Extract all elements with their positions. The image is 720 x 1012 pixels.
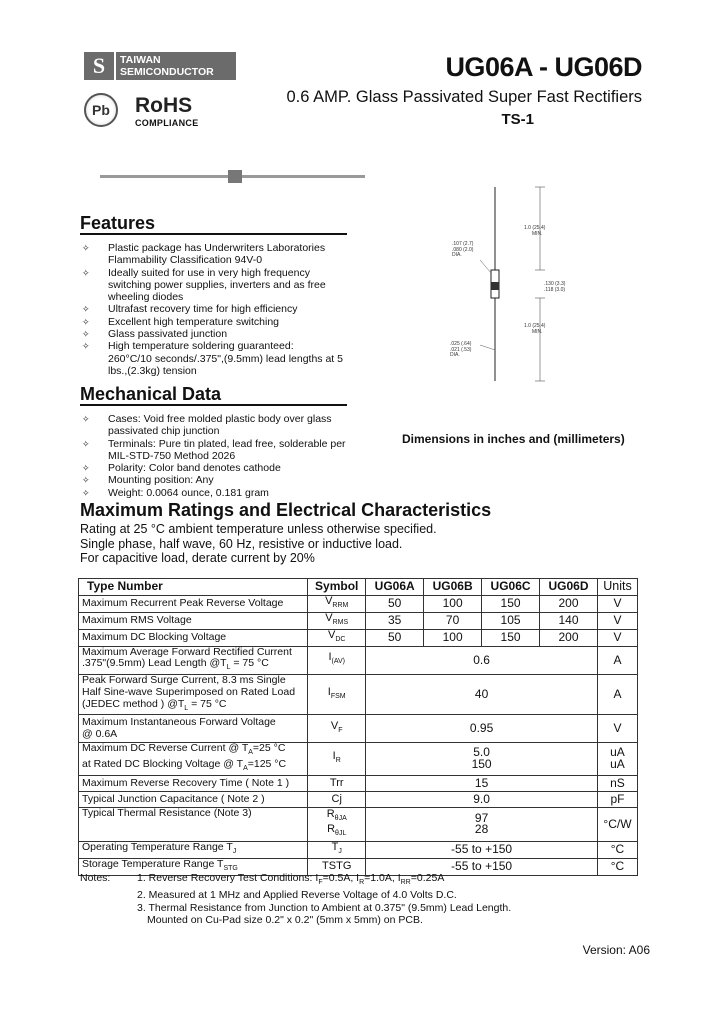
mechanical-heading: Mechanical Data bbox=[80, 384, 222, 404]
company-name-line1: TAIWAN bbox=[120, 54, 161, 66]
table-row: Maximum DC Reverse Current @ $T_A=25$ °C at Rated DC Blocking Voltage @ $T_A=125$ °C $I_R$ 5.0 150 uA uA bbox=[79, 743, 638, 776]
table-row: Maximum Recurrent Peak Reverse Voltage $V_{RRM}$ 50 100 150 200 V bbox=[79, 596, 638, 613]
table-row: Operating Temperature Range $T_J$ $T_J$ -55 to +150 °C bbox=[79, 841, 638, 858]
dim-lead-top: 1.0 (25.4) MIN. bbox=[524, 225, 546, 237]
list-item: ✧ Polarity: Color band denotes cathode bbox=[80, 462, 360, 474]
company-logo-mark: S bbox=[84, 52, 114, 80]
table-row: Peak Forward Surge Current, 8.3 ms Single Half Sine-wave Superimposed on Rated Load (JEDEC method ) $@T_L = 75$ °C $I_{FSM}$ 40 A bbox=[79, 675, 638, 715]
part-subtitle: 0.6 AMP. Glass Passivated Super Fast Rectifiers bbox=[286, 88, 642, 106]
features-heading: Features bbox=[80, 213, 156, 233]
list-item: ✧ Glass passivated junction bbox=[80, 328, 360, 340]
list-item: ✧ Cases: Void free molded plastic body over glass passivated chip junction bbox=[80, 413, 360, 438]
header-symbol: Symbol bbox=[308, 579, 366, 596]
table-row: Maximum Reverse Recovery Time ( Note 1 ) Trr 15 nS bbox=[79, 775, 638, 791]
note-2: 2. Measured at 1 MHz and Applied Reverse Voltage of 4.0 Volts D.C. bbox=[137, 889, 457, 902]
dim-lead-bottom: 1.0 (25.4) MIN. bbox=[524, 323, 546, 335]
dim-body-diameter: .107 (2.7) .080 (2.0) DIA. bbox=[452, 241, 474, 258]
note-1: 1. Reverse Recovery Test Conditions: $I_F=0.5A$, $I_R=1.0A$, $I_{RR}=0.25A$ bbox=[137, 872, 445, 887]
header-ug06d: UG06D bbox=[540, 579, 598, 596]
part-title: UG06A - UG06D bbox=[445, 52, 642, 82]
note-3-cont: Mounted on Cu-Pad size 0.2" x 0.2" (5mm x 5mm) on PCB. bbox=[147, 913, 423, 926]
ratings-table bbox=[78, 578, 638, 876]
notes bbox=[80, 872, 640, 932]
header-ug06b: UG06B bbox=[424, 579, 482, 596]
table-row: Typical Junction Capacitance ( Note 2 ) Cj 9.0 pF bbox=[79, 791, 638, 807]
dim-lead-diameter: .025 (.64) .021 (.53) DIA. bbox=[450, 341, 472, 358]
list-item: ✧ Ultrafast recovery time for high efficiency bbox=[80, 303, 360, 315]
table-row: Maximum Instantaneous Forward Voltage @ 0.6A $V_F$ 0.95 V bbox=[79, 715, 638, 743]
list-item: ✧ Mounting position: Any bbox=[80, 474, 360, 486]
dim-body-length: .130 (3.3) .118 (3.0) bbox=[544, 281, 566, 293]
ratings-conditions: Rating at 25 °C ambient temperature unless otherwise specified. Single phase, half wave, 60 Hz, resistive or inductive load. For capacitive load, derate current by 20% bbox=[80, 522, 437, 565]
mechanical-rule bbox=[80, 404, 347, 406]
pb-free-icon: Pb bbox=[84, 93, 118, 127]
list-item: ✧ Ideally suited for use in very high frequency switching power supplies, inverters and as free wheeling diodes bbox=[80, 267, 360, 304]
company-name bbox=[116, 52, 236, 80]
rohs-label: RoHS bbox=[135, 94, 193, 117]
table-row: Storage Temperature Range $T_{STG}$ TSTG -55 to +150 °C bbox=[79, 858, 638, 875]
ratings-heading: Maximum Ratings and Electrical Characteristics bbox=[80, 500, 492, 520]
header-units: Units bbox=[597, 579, 637, 596]
package-name: TS-1 bbox=[501, 111, 534, 128]
notes-label: Notes: bbox=[80, 872, 111, 884]
list-item: ✧ Excellent high temperature switching bbox=[80, 316, 360, 328]
company-name-line2: SEMICONDUCTOR bbox=[120, 66, 214, 78]
version-label: Version: A06 bbox=[582, 943, 650, 957]
table-row: Maximum Average Forward Rectified Current .375"(9.5mm) Lead Length $@T_L = 75$ °C $I_{(AV)}$ 0.6 A bbox=[79, 646, 638, 675]
note-3: 3. Thermal Resistance from Junction to Ambient at 0.375" (9.5mm) Lead Length. bbox=[137, 901, 512, 914]
table-row: Typical Thermal Resistance (Note 3) $R_{\theta JA}$ $R_{\theta JL}$ 97 28 °C/W bbox=[79, 807, 638, 841]
list-item: ✧ Weight: 0.0064 ounce, 0.181 gram bbox=[80, 487, 360, 499]
table-row: Maximum DC Blocking Voltage $V_{DC}$ 50 100 150 200 V bbox=[79, 629, 638, 646]
header-ug06c: UG06C bbox=[482, 579, 540, 596]
list-item: ✧ Terminals: Pure tin plated, lead free, solderable per MIL-STD-750 Method 2026 bbox=[80, 438, 360, 463]
features-rule bbox=[80, 233, 347, 235]
dimension-caption: Dimensions in inches and (millimeters) bbox=[402, 432, 625, 446]
header-type-number: Type Number bbox=[79, 579, 308, 596]
list-item: ✧ Plastic package has Underwriters Laboratories Flammability Classification 94V-0 bbox=[80, 242, 360, 267]
header-ug06a: UG06A bbox=[366, 579, 424, 596]
mechanical-list bbox=[80, 413, 360, 499]
table-row: Maximum RMS Voltage $V_{RMS}$ 35 70 105 140 V bbox=[79, 612, 638, 629]
list-item: ✧ High temperature soldering guaranteed: 260°C/10 seconds/.375",(9.5mm) lead lengths at 5 lbs.,(2.3kg) tension bbox=[80, 340, 360, 377]
diode-body-image bbox=[228, 170, 242, 183]
rohs-compliance-label: COMPLIANCE bbox=[135, 118, 199, 128]
table-header-row bbox=[79, 579, 638, 596]
features-list bbox=[80, 242, 360, 377]
